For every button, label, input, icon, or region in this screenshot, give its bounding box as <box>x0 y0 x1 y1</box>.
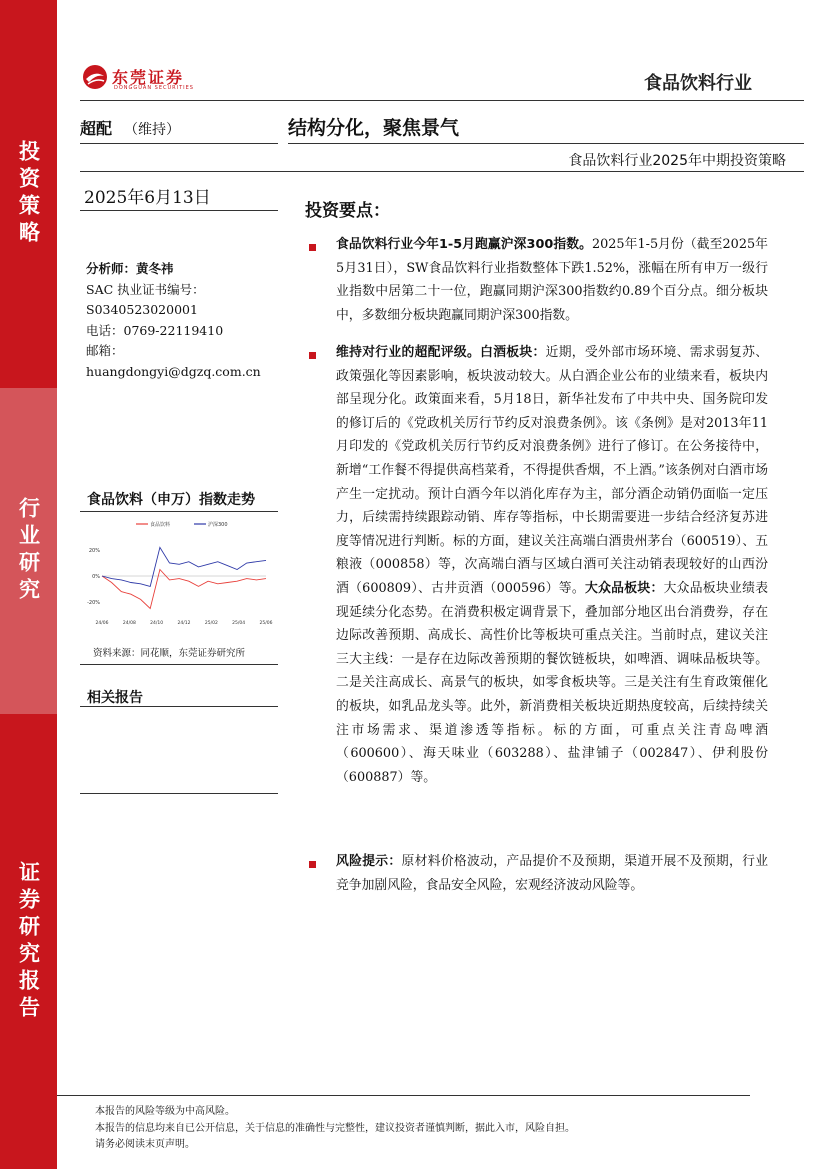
report-title: 结构分化，聚焦景气 <box>288 117 460 139</box>
footer-line: 请务必阅读末页声明。 <box>95 1139 195 1150</box>
bullet-icon <box>309 352 316 359</box>
report-subtitle: 食品饮料行业2025年中期投资策略 <box>568 153 786 169</box>
key-point-rating: 维持对行业的超配评级。白酒板块：近期，受外部市场环境、需求弱复苏、政策强化等因素影响，板块波动较大。从白酒企业公布的业绩来看，板块内部呈现分化。政策面来看，5月18日，新华社发布了中共中央、国务院印发的修订后的《党政机关厉行节约反对浪费条例》。该《条例》是对2013年11月印发的《党政机关厉行节约反对浪费条例》进行了修订。在公务接待中，新增“工作餐不得提供高档菜肴，不得提供香烟，不上酒。”该条例对白酒市场产生一定扰动。预计白酒今年以消化库存为主，部分酒企动销仍面临一定压力，后续需持续跟踪动销、库存等指标，中长期需要进一步结合经济复苏进度等情况进行判断。标的方面，建议关注高端白酒贵州茅台（600519）、五粮液（000858）等，次高端白酒与区域白酒可关注动销表现较好的山西汾酒（600809）、古井贡酒（000596）等。大众品板块：大众品板块业绩表现延续分化态势。在消费积极定调背景下，叠加部分地区出台消费券，存在边际改善预期、高成长、高性价比等板块可重点关注。当前时点，建议关注三大主线：一是存在边际改善预期的餐饮链板块，如啤酒、调味品板块等。二是关注高成长、高景气的板块，如零食板块等。三是关注有生育政策催化的板块，如乳品龙头等。此外，新消费相关板块近期热度较高，后续持续关注市场需求、渠道渗透等指标。标的方面，可重点关注青岛啤酒（600600）、海天味业（603288）、盐津铺子（002847）、伊利股份（600887）等。 <box>336 345 769 785</box>
subtitle-divider <box>80 171 804 172</box>
x-tick-label: 24/08 <box>122 621 136 626</box>
logo-subtext: DONGGUAN SECURITIES <box>114 85 194 91</box>
key-points-title: 投资要点： <box>305 201 390 221</box>
x-tick-label: 24/10 <box>150 621 164 626</box>
title-divider <box>288 143 804 144</box>
logo-text: 东莞证券 <box>112 68 185 87</box>
source-divider <box>80 664 278 665</box>
analyst-cert-label: SAC 执业证书编号： <box>86 281 205 297</box>
series-line-0 <box>102 570 266 609</box>
related-divider-top <box>80 706 278 707</box>
sidebar-section-industry: 行业研究 <box>0 388 57 714</box>
y-tick-label: 20% <box>88 548 100 554</box>
footer-disclaimer <box>95 1104 575 1154</box>
chart-divider <box>80 511 278 512</box>
related-reports-title: 相关报告 <box>87 690 143 706</box>
bullet-icon <box>309 244 316 251</box>
analyst-info <box>86 259 261 382</box>
rating <box>80 116 180 139</box>
legend-label: 沪深300 <box>208 522 228 528</box>
logo-mark-icon <box>82 64 108 90</box>
sidebar-section-report: 证券研究报告 <box>0 714 57 1169</box>
related-divider-bottom <box>80 793 278 794</box>
index-trend-chart <box>86 515 276 635</box>
rating-label: 超配 <box>80 119 113 138</box>
header-divider <box>80 100 804 101</box>
analyst-email[interactable]: huangdongyi@dgzq.com.cn <box>86 363 261 379</box>
rating-status: （维持） <box>124 122 181 138</box>
analyst-phone: 电话：0769-22119410 <box>86 322 224 338</box>
footer-line: 本报告的风险等级为中高风险。 <box>95 1106 235 1117</box>
y-tick-label: 0% <box>92 574 100 580</box>
analyst-name: 分析师：黄冬祎 <box>86 261 174 276</box>
footer-divider <box>57 1095 750 1096</box>
key-point-risks: 风险提示：原材料价格波动，产品提价不及预期，渠道开展不及预期，行业竞争加剧风险，食品安全风险，宏观经济波动风险等。 <box>336 854 769 893</box>
chart-source: 资料来源：同花顺，东莞证券研究所 <box>93 648 246 659</box>
sidebar <box>0 0 57 1169</box>
company-logo <box>82 62 202 98</box>
date-divider <box>80 210 278 211</box>
analyst-email-label: 邮箱： <box>86 343 124 358</box>
x-tick-label: 25/02 <box>204 621 218 626</box>
bullet-icon <box>309 861 316 868</box>
sidebar-section-strategy: 投资策略 <box>0 0 57 388</box>
legend-label: 食品饮料 <box>150 522 171 528</box>
footer-line: 本报告的信息均来自已公开信息，关于信息的准确性与完整性，建议投资者谨慎判断，据此入市，风险自担。 <box>95 1122 575 1134</box>
series-line-1 <box>102 547 266 586</box>
key-point-performance: 食品饮料行业今年1-5月跑赢沪深300指数。2025年1-5月份（截至2025年5月31日），SW食品饮料行业指数整体下跌1.52%，涨幅在所有申万一级行业指数中居第二十一位，跑赢同期沪深300指数约0.89个百分点。细分板块中，多数细分板块跑赢同期沪深300指数。 <box>336 237 768 323</box>
rating-divider <box>80 143 278 144</box>
x-tick-label: 24/12 <box>177 621 191 626</box>
x-tick-label: 24/06 <box>95 621 109 626</box>
chart-title: 食品饮料（申万）指数走势 <box>87 492 255 508</box>
report-date: 2025年6月13日 <box>84 188 211 208</box>
y-tick-label: -20% <box>87 600 100 606</box>
industry-label: 食品饮料行业 <box>644 73 752 94</box>
x-tick-label: 25/04 <box>232 621 246 626</box>
analyst-cert-number: S0340523020001 <box>86 302 198 317</box>
x-tick-label: 25/06 <box>259 621 273 626</box>
